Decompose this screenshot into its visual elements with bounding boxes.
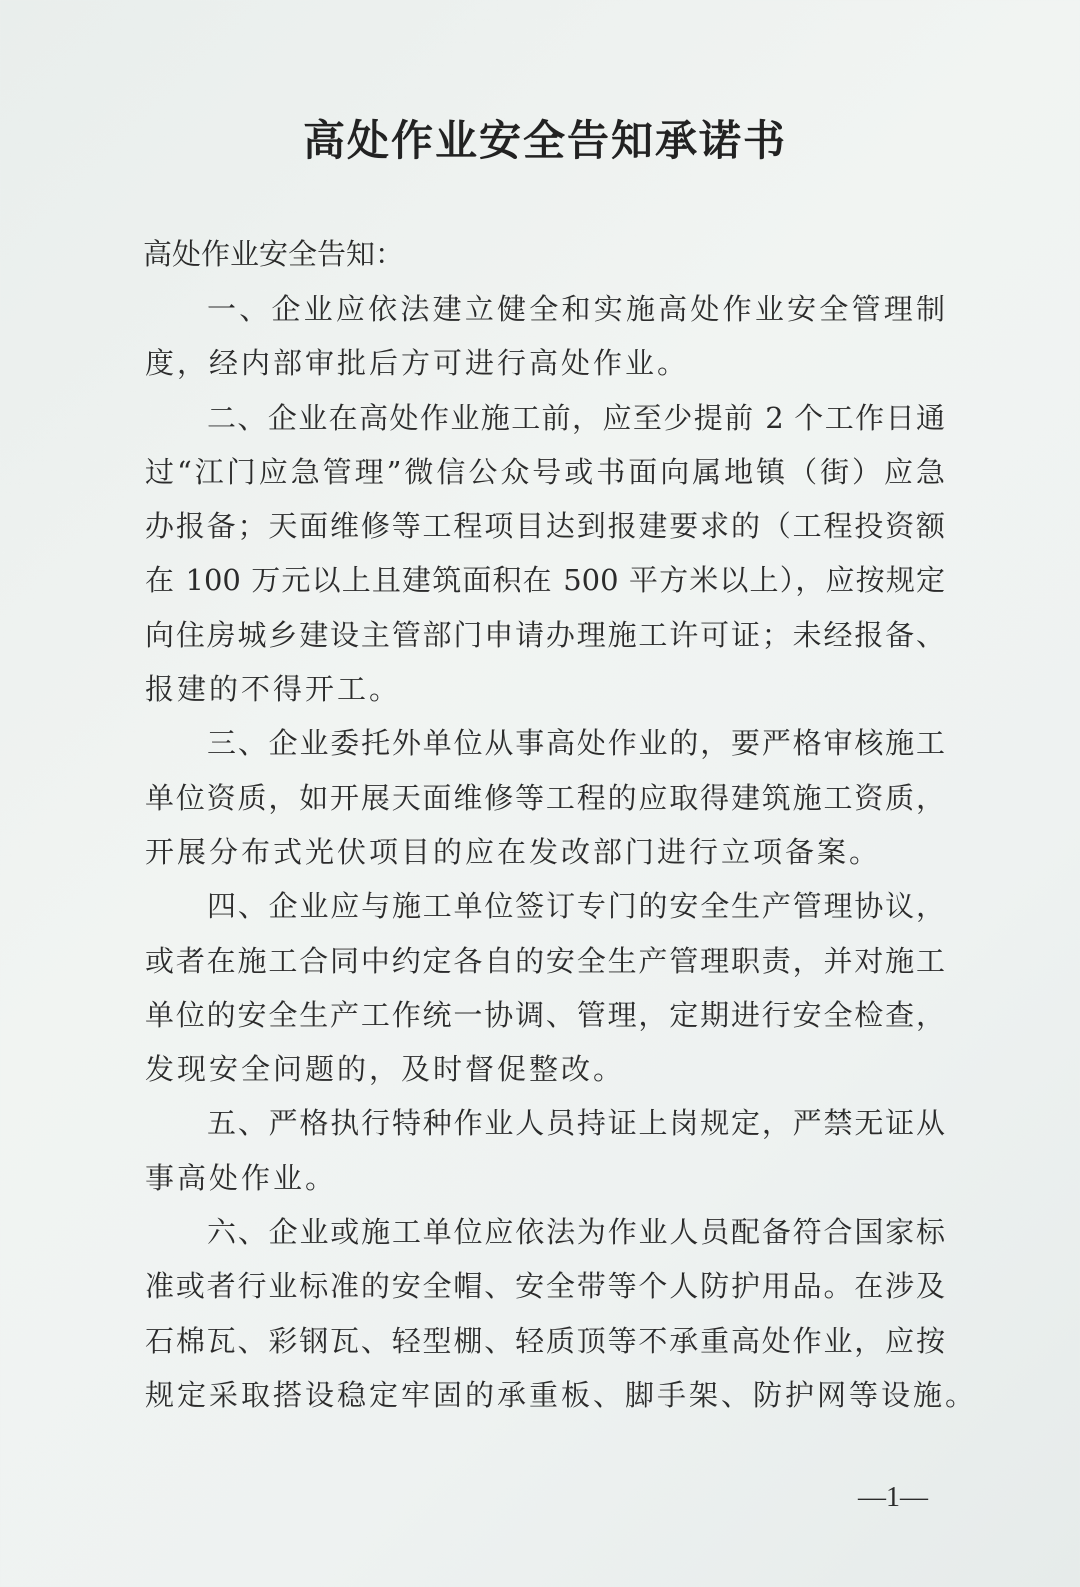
paragraph-line: 三、企业委托外单位从事高处作业的，要严格审核施工 [207, 726, 945, 761]
paragraph-5 [145, 1096, 945, 1205]
paragraph-line: 单位的安全生产工作统一协调、管理，定期进行安全检查， [145, 997, 945, 1032]
paragraph-line: 办报备；天面维修等工程项目达到报建要求的（工程投资额 [145, 509, 945, 544]
paragraph-6 [145, 1205, 978, 1422]
paragraph-line: 五、严格执行特种作业人员持证上岗规定，严禁无证从 [207, 1106, 945, 1141]
paragraph-line: 度，经内部审批后方可进行高处作业。 [145, 346, 690, 381]
paragraph-3 [145, 716, 945, 879]
paragraph-line: 规定采取搭设稳定牢固的承重板、脚手架、防护网等设施。 [145, 1377, 978, 1412]
document-body [145, 282, 978, 1422]
document-title: 高处作业安全告知承诺书 [302, 116, 787, 165]
paragraph-line: 二、企业在高处作业施工前，应至少提前 2 个工作日通 [207, 400, 945, 435]
paragraph-line: 过“江门应急管理”微信公众号或书面向属地镇（街）应急 [145, 454, 945, 489]
paragraph-line: 开展分布式光伏项目的应在发改部门进行立项备案。 [145, 834, 882, 869]
paragraph-2 [145, 391, 945, 717]
paragraph-line: 四、企业应与施工单位签订专门的安全生产管理协议， [207, 889, 945, 924]
paragraph-1 [145, 282, 945, 391]
paragraph-line: 向住房城乡建设主管部门申请办理施工许可证；未经报备、 [145, 617, 945, 652]
page-number: —1— [858, 1482, 928, 1513]
paragraph-line: 一、企业应依法建立健全和实施高处作业安全管理制 [207, 292, 945, 326]
paragraph-line: 六、企业或施工单位应依法为作业人员配备符合国家标 [207, 1215, 945, 1250]
paragraph-line: 单位资质，如开展天面维修等工程的应取得建筑施工资质， [145, 780, 945, 815]
paragraph-line: 发现安全问题的，及时督促整改。 [145, 1052, 626, 1087]
paragraph-line: 事高处作业。 [145, 1160, 338, 1195]
paragraph-line: 或者在施工合同中约定各自的安全生产管理职责，并对施工 [145, 943, 945, 978]
paragraph-line: 准或者行业标准的安全帽、安全带等个人防护用品。在涉及 [145, 1269, 945, 1304]
paragraph-line: 石棉瓦、彩钢瓦、轻型棚、轻质顶等不承重高处作业，应按 [145, 1323, 945, 1358]
section-heading: 高处作业安全告知： [143, 237, 405, 271]
paragraph-line: 报建的不得开工。 [145, 672, 402, 707]
paragraph-line: 在 100 万元以上且建筑面积在 500 平方米以上），应按规定 [145, 563, 945, 598]
paragraph-4 [145, 879, 945, 1096]
